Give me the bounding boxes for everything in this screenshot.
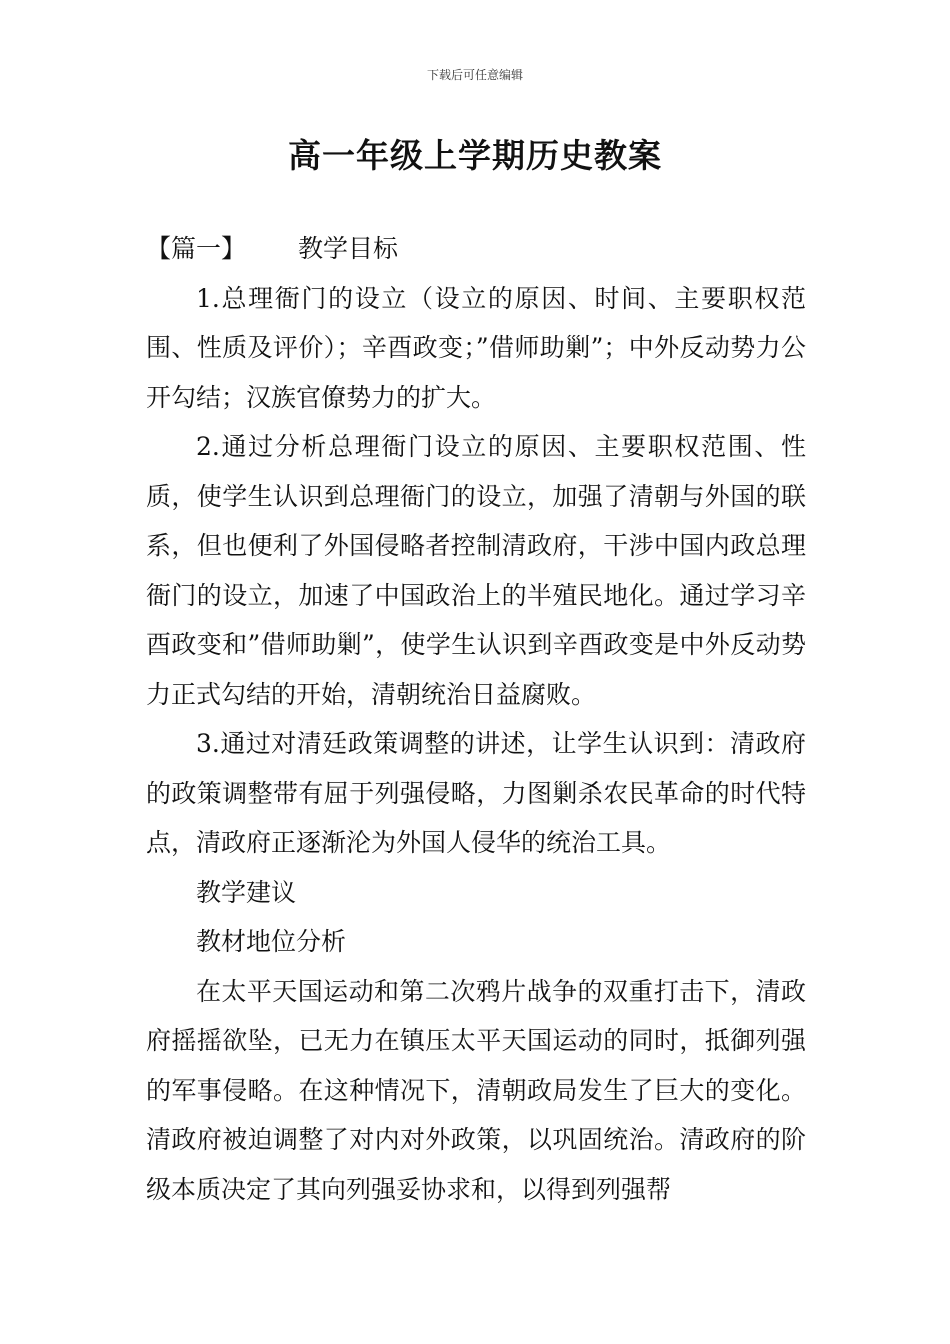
section-heading: 教学目标	[298, 234, 399, 263]
document-body	[146, 224, 806, 1214]
paragraph-objective-3: 3.通过对清廷政策调整的讲述，让学生认识到：清政府的政策调整带有屈于列强侵略，力图剿杀农民革命的时代特点，清政府正逐渐沦为外国人侵华的统治工具。	[146, 729, 806, 857]
subheading-textbook-analysis: 教材地位分析	[196, 927, 347, 956]
paragraph-objective-2: 2.通过分析总理衙门设立的原因、主要职权范围、性质，使学生认识到总理衙门的设立，加强了清朝与外国的联系，但也便利了外国侵略者控制清政府，干涉中国内政总理衙门的设立，加速了中国政治上的半殖民地化。通过学习辛酉政变和”借师助剿”，使学生认识到辛酉政变是中外反动势力正式勾结的开始，清朝统治日益腐败。	[146, 432, 806, 709]
paragraph-objective-1: 1.总理衙门的设立（设立的原因、时间、主要职权范围、性质及评价）；辛酉政变；”借师助剿”；中外反动势力公开勾结；汉族官僚势力的扩大。	[146, 283, 806, 412]
paragraph-analysis: 在太平天国运动和第二次鸦片战争的双重打击下，清政府摇摇欲坠，已无力在镇压太平天国运动的同时，抵御列强的军事侵略。在这种情况下，清朝政局发生了巨大的变化。清政府被迫调整了对内对外政策，以巩固统治。清政府的阶级本质决定了其向列强妥协求和，以得到列强帮	[146, 976, 806, 1204]
section-heading-line	[146, 224, 806, 274]
header-note: 下载后可任意编辑	[426, 68, 523, 82]
section-tag: 【篇一】	[146, 234, 247, 263]
document-title: 高一年级上学期历史教案	[288, 136, 662, 175]
subheading-teaching-suggestions: 教学建议	[196, 877, 297, 907]
